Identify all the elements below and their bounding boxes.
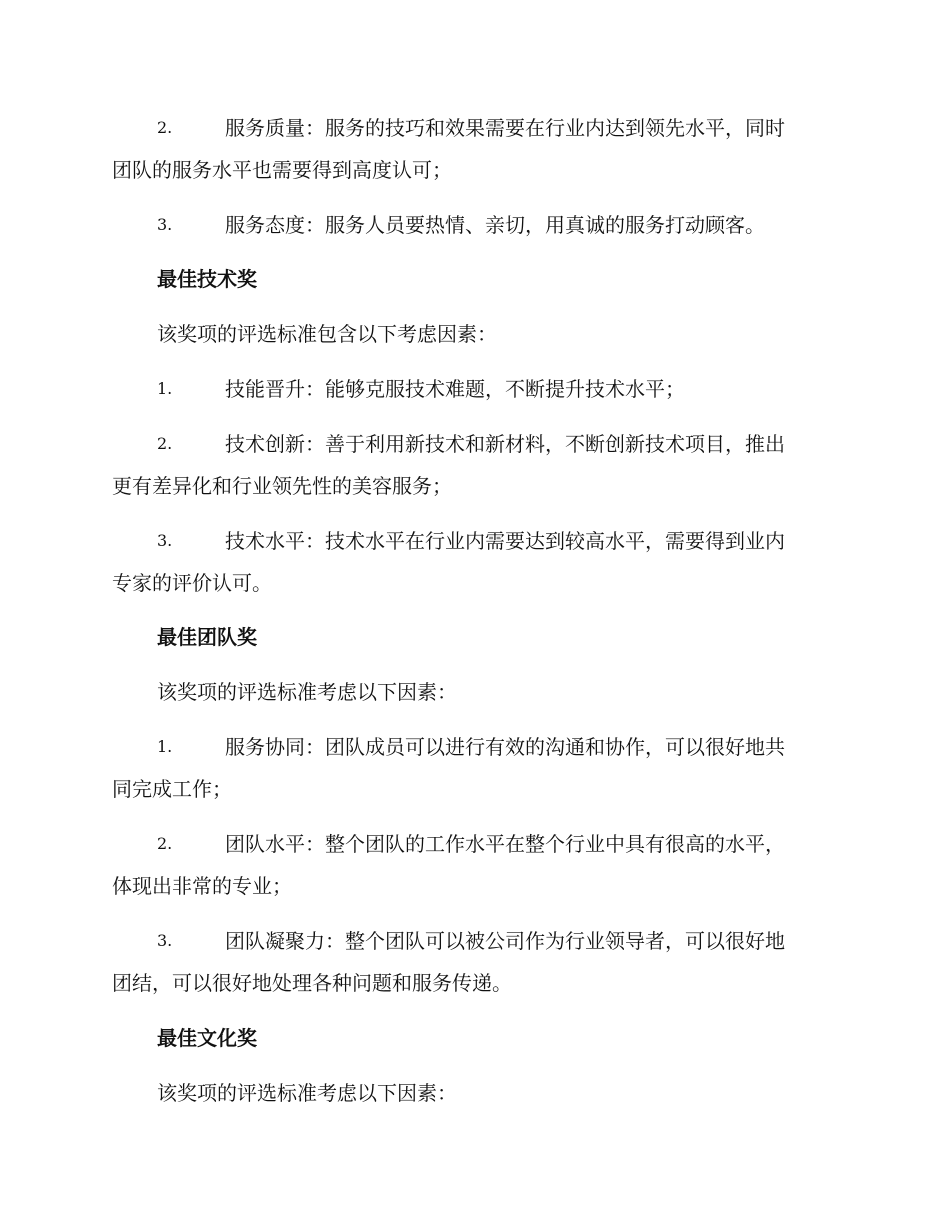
list-text-line: 团队的服务水平也需要得到高度认可； bbox=[112, 158, 452, 182]
paragraph: 该奖项的评选标准考虑以下因素： bbox=[157, 680, 457, 704]
section-heading: 最佳技术奖 bbox=[157, 267, 257, 291]
list-number: 3. bbox=[157, 215, 173, 234]
list-item bbox=[112, 726, 834, 810]
list-text-line: 团结，可以很好地处理各种问题和服务传递。 bbox=[112, 971, 512, 995]
list-text-line: 服务态度：服务人员要热情、亲切，用真诚的服务打动顾客。 bbox=[225, 213, 765, 237]
list-item bbox=[112, 520, 834, 604]
list-text-line: 同完成工作； bbox=[112, 777, 232, 801]
list-number: 3. bbox=[157, 931, 173, 950]
list-text-line: 体现出非常的专业； bbox=[112, 874, 292, 898]
list-number: 2. bbox=[157, 834, 173, 853]
list-text-line: 技术创新：善于利用新技术和新材料，不断创新技术项目，推出 bbox=[225, 432, 785, 456]
list-text-line: 团队凝聚力：整个团队可以被公司作为行业领导者，可以很好地 bbox=[225, 929, 785, 953]
list-text-line: 团队水平：整个团队的工作水平在整个行业中具有很高的水平， bbox=[225, 832, 785, 856]
paragraph: 该奖项的评选标准考虑以下因素： bbox=[157, 1081, 457, 1105]
list-number: 1. bbox=[157, 379, 173, 398]
list-text-line: 服务协同：团队成员可以进行有效的沟通和协作，可以很好地共 bbox=[225, 735, 785, 759]
list-number: 2. bbox=[157, 118, 173, 137]
list-item bbox=[112, 423, 834, 507]
list-number: 2. bbox=[157, 434, 173, 453]
paragraph: 该奖项的评选标准包含以下考虑因素： bbox=[157, 322, 497, 346]
list-text-line: 技能晋升：能够克服技术难题，不断提升技术水平； bbox=[225, 377, 685, 401]
list-item bbox=[112, 368, 834, 410]
section-heading: 最佳团队奖 bbox=[157, 625, 257, 649]
list-item bbox=[112, 107, 834, 191]
list-number: 1. bbox=[157, 737, 173, 756]
list-number: 3. bbox=[157, 531, 173, 550]
list-text-line: 更有差异化和行业领先性的美容服务； bbox=[112, 474, 452, 498]
list-item bbox=[112, 204, 834, 246]
list-text-line: 服务质量：服务的技巧和效果需要在行业内达到领先水平，同时 bbox=[225, 116, 785, 140]
list-item bbox=[112, 920, 834, 1004]
list-text-line: 专家的评价认可。 bbox=[112, 571, 272, 595]
section-heading: 最佳文化奖 bbox=[157, 1026, 257, 1050]
list-item bbox=[112, 823, 834, 907]
list-text-line: 技术水平：技术水平在行业内需要达到较高水平，需要得到业内 bbox=[225, 529, 785, 553]
